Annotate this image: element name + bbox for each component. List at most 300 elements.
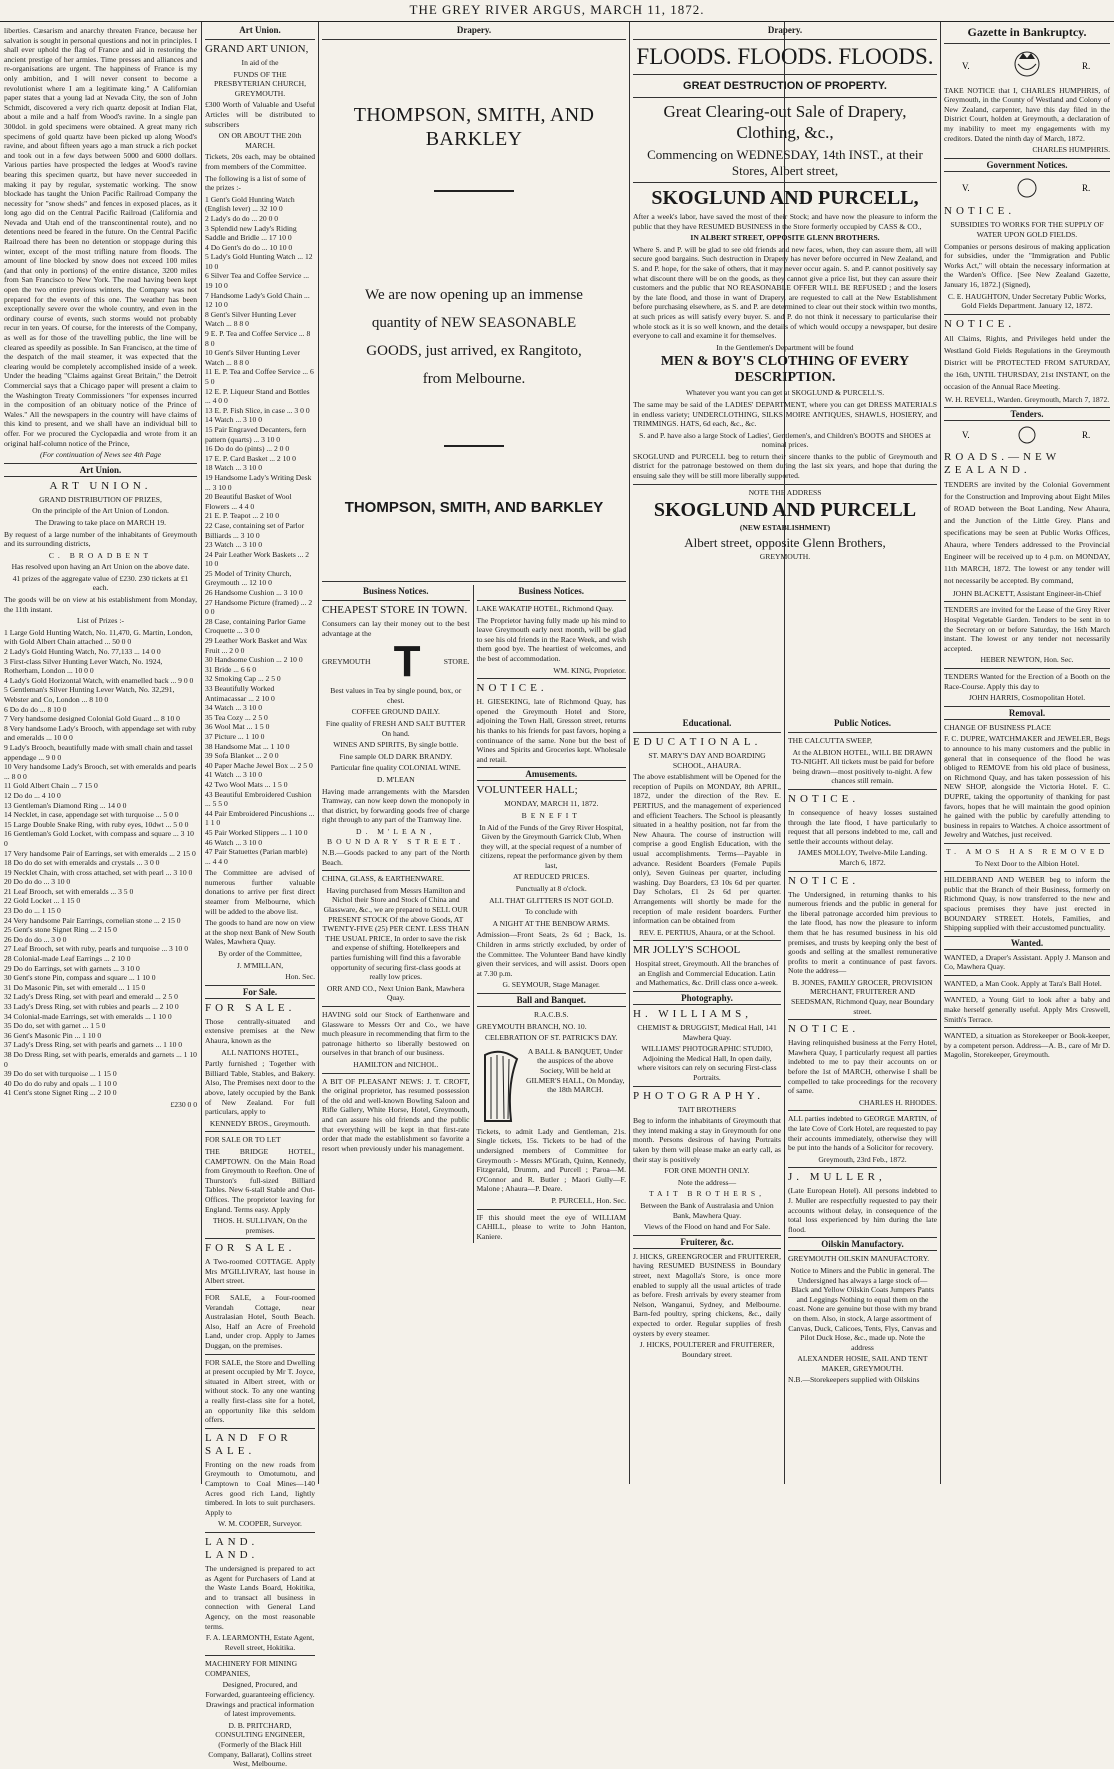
prize-item: 12 Do do ... 4 10 0	[4, 790, 61, 800]
ad-sign: F. A. LEARMONTH, Estate Agent, Revell street, Hokitika.	[205, 1633, 315, 1652]
ad-title: EDUCATIONAL.	[633, 736, 762, 748]
t-logo: T	[393, 637, 421, 687]
prize-item: 4 Do Gent's do do ... 10 10 0	[205, 242, 293, 252]
prize-item: 3 First-class Silver Hunting Lever Watch, No. 1924, Rotherham, London ... 10 0 0	[4, 656, 163, 676]
ad-text: CHEMIST & DRUGGIST, Medical Hall, 141 Mawhera Quay.	[637, 1023, 777, 1042]
ad-text: N.B.—Goods packed to any part of the North Beach.	[322, 848, 470, 867]
prize-item: 10 Very handsome Lady's Brooch, set with emeralds and pearls ... 8 0 0	[4, 762, 197, 781]
ad-text: Companies or persons desirous of making application for subsidies, under the "Immigration and Public Works Act," will obtain the necessary information at the Warden's Office. [See New Zealand Gazette, January 16, 1872.] (Signed),	[944, 241, 1110, 289]
ad-title: ART UNION.	[49, 479, 152, 492]
ad-text: MONDAY, MARCH 11, 1872.	[504, 799, 599, 809]
ad-text: BENEFIT	[521, 810, 581, 820]
column-rule	[318, 22, 319, 1484]
section-heading: Gazette in Bankruptcy.	[967, 25, 1087, 39]
prize-item: 12 E. P. Liqueur Stand and Bottles ... 4 0 0	[205, 386, 310, 406]
prize-item: 26 Do do do ... 3 0 0	[4, 934, 67, 944]
prize-item: 2 Lady's Gold Hunting Watch, No. 77,133 ... 14 0 0	[4, 647, 161, 657]
ad-text: Admission—Front Seats, 2s 6d ; Back, 1s. Children in arms strictly excluded, by order of the Committee. The Volunteer Band have kindly given their services, and will assist. Doors open at 7.30 p.m.	[476, 930, 626, 978]
ad-name: C. BROADBENT	[48, 550, 153, 560]
section-heading: Drapery.	[456, 25, 492, 35]
ad-sign: WM. KING, Proprietor.	[553, 665, 626, 675]
ad-headline: Commencing on WEDNESDAY, 14th INST., at their Stores, Albert street,	[647, 147, 923, 178]
ad-text: Tickets, 20s each, may be obtained from members of the Committee.	[205, 152, 315, 171]
section-heading: Ball and Banquet.	[477, 993, 627, 1007]
column-4-lower	[633, 717, 781, 1482]
masthead: THE GREY RIVER ARGUS, MARCH 11, 1872.	[409, 2, 705, 17]
ad-sign: D. B. PRITCHARD, CONSULTING ENGINEER, (Formerly of the Black Hill Company, Ballarat), Collins street West, Melbourne.	[208, 1720, 312, 1769]
ad-sign: W. H. REVELL, Warden. Greymouth, March 7, 1872.	[944, 394, 1110, 404]
prize-item: 5 Lady's Gold Hunting Watch ... 12 10 0	[205, 252, 313, 271]
prize-item: 20 Beautiful Basket of Wool Flowers ... 4 4 0	[205, 492, 292, 511]
ad-headline: GREAT DESTRUCTION OF PROPERTY.	[683, 80, 887, 92]
ad-title: LAND FOR SALE.	[205, 1431, 292, 1457]
prize-item: 6 Silver Tea and Coffee Service ... 19 10 0	[205, 271, 309, 291]
ad-text: Those centrally-situated and extensive premises at the New Ahaura, known as the	[205, 1016, 315, 1045]
ad-text: H. GIESEKING, late of Richmond Quay, has opened the Greymouth Hotel and Store, adjoining the Town Hall, Gresson street, returns his thanks to his friends for past favors, hoping a continuance of the same. None but the best of Wines and Spirits and Groceries kept. Wholesale and retail.	[476, 697, 626, 764]
prize-item: 36 Gent's Masonic Pin ... 1 10 0	[4, 1030, 102, 1040]
ad-sign: D. M'LEAN, BOUNDARY STREET.	[327, 826, 465, 846]
ad-title: PHOTOGRAPHY.	[633, 1089, 765, 1102]
ad-headline: MEN & BOY'S CLOTHING OF EVERY DESCRIPTION.	[660, 354, 910, 386]
prize-item: 28 Colonial-made Leaf Earrings ... 2 10 0	[4, 954, 131, 964]
ad-title: ROADS.—NEW ZEALAND.	[944, 450, 1060, 476]
prize-item: 17 E. P. Card Basket ... 2 10 0	[205, 453, 296, 463]
ad-headline: FLOODS. FLOODS. FLOODS.	[636, 44, 934, 69]
prize-item: 15 Pair Engraved Decanters, fern pattern (quarts) ... 3 10 0	[205, 424, 306, 444]
prize-item: 36 Wool Mat ... 1 5 0	[205, 722, 270, 732]
ad-text: IF this should meet the eye of WILLIAM CAHILL, please to write to John Hanton, Kaniere.	[476, 1212, 626, 1241]
ad-sign: HEBER NEWTON, Hon. Sec.	[980, 655, 1074, 665]
firm-name: SKOGLUND AND PURCELL	[653, 499, 917, 522]
ad-title: T. AMOS HAS REMOVED	[946, 846, 1108, 856]
ad-text: Whatever you want you can get at SKOGLUND & PURCELL'S.	[685, 388, 885, 398]
firm-name: THOMPSON, SMITH, AND BARKLEY	[353, 104, 595, 150]
ad-text: S. and P. have also a large Stock of Ladies', Gentlemen's, and Children's BOOTS and SHOES at nominal prices.	[639, 430, 931, 450]
ad-text: IN ALBERT STREET, OPPOSITE GLENN BROTHERS.	[690, 233, 880, 243]
ad-text: To conclude with	[524, 907, 578, 917]
ad-text: TENDERS are invited by the Colonial Government for the Construction and Improving about Eight Miles of ROAD between the Boat Landing, New Ahaura, and the Junction of the Little Grey. Plans and specifications may be seen at Public Works Offices, Ahaura, where Tenders addressed to the Provincial Engineer will be received up to 4 p.m. on MONDAY, 11th MARCH, 1872. The lowest or any tender will not necessarily be accepted. By command,	[944, 479, 1110, 585]
ornament-rule	[434, 186, 514, 196]
prize-list-heading: List of Prizes :-	[76, 616, 125, 626]
continuation-note: (For continuation of News see 4th Page	[39, 450, 162, 460]
ad-title: GRAND ART UNION,	[205, 43, 309, 55]
prize-item: 20 Do do do ... 3 10 0	[4, 877, 71, 887]
prize-item: 35 Do do, set with garnet ... 1 5 0	[4, 1021, 106, 1031]
ad-text: The above establishment will be Opened for the reception of Pupils on MONDAY, 8th APRIL, 1872, under the direction of the Rev. E. PERTIUS, and the management of experienced and efficient Teachers. The School is pleasantly situated in a healthy position, not far from the New Ahaura. The course of instruction will comprise a good English Education, with the usual accomplishments. Terms—Payable in advance. Resident Boarders (Female Pupils only), Seven Guineas per quarter, including washing. Day Boarders, £3 10s 6d per quarter. Day Scholars, £1 2s 6d per quarter. Arrangements will shortly be made for the reception of male resident boarders. Further information can be obtained from	[633, 772, 781, 926]
prize-item: 23 Watch ... 3 10 0	[205, 540, 263, 550]
prize-item: 3 Splendid new Lady's Riding Saddle and Bridle ... 17 10 0	[205, 223, 297, 243]
prize-item: 1 Gent's Gold Hunting Watch (English lever) ... 32 10 0	[205, 194, 295, 214]
section-heading: Fruiterer, &c.	[633, 1235, 781, 1249]
ad-text: The goods to hand are now on view at the shop next Bank of New South Wales, Mawhera Quay.	[205, 918, 315, 947]
ad-headline: Great Clearing-out Sale of Drapery, Clothing, &c.,	[663, 102, 907, 142]
ad-text: Hospital street, Greymouth. All the branches of an English and Commercial Education. Latin and Mathematics, &c. Drill class once a-week.	[635, 959, 779, 988]
ad-title: CHEAPEST STORE IN TOWN.	[322, 604, 468, 616]
announcement: We are now opening up an immense quantity of NEW SEASONABLE GOODS, just arrived, ex Rangitoto, from Melbourne.	[365, 287, 583, 387]
ad-text: FOR ONE MONTH ONLY.	[664, 1166, 750, 1176]
prize-item: 19 Necklet Chain, with cross attached, set with pearl ... 3 10 0	[4, 867, 193, 877]
ad-text: Having relinquished business at the Ferry Hotel, Mawhera Quay, I particularly request all parties indebted to me to pay their accounts on or before the 1st of MARCH, otherwise I shall be compelled to take proceedings for the recovery of same.	[788, 1038, 937, 1096]
svg-text:V.: V.	[962, 61, 970, 71]
ad-title: FOR SALE.	[205, 1001, 296, 1014]
ad-text: A Two-roomed COTTAGE. Apply Mrs M'GILLIVRAY, last house in Albert street.	[205, 1257, 315, 1286]
prize-item: 46 Watch ... 3 10 0	[205, 837, 263, 847]
ad-text: AT REDUCED PRICES.	[513, 872, 590, 882]
section-heading: Drapery.	[767, 25, 803, 35]
prize-item: 14 Necklet, in case, appendage set with turquoise ... 5 0 0	[4, 810, 179, 820]
ad-sign: B. JONES, FAMILY GROCER, PROVISION MERCHANT, FRUITERER AND SEEDSMAN, Richmond Quay, near Boundary street.	[791, 977, 934, 1016]
ad-text: To Next Door to the Albion Hotel.	[974, 858, 1080, 868]
ad-sign: THOS. H. SULLIVAN, On the premises.	[212, 1216, 308, 1235]
svg-text:R.: R.	[1082, 430, 1091, 441]
column-3	[322, 24, 626, 1482]
news-article: liberties. Cæsarism and anarchy threaten France, because her salvation is sought in personal questions and not in principles. I shall ever uphold the flag of France and aid in restoring the ancient prestige of her armies. Time presses and alliances and re-organisations are urgent. The happiness of France is my only ambition, and I will never consent to become a revolutionist where I am a legitimate king." A Californian paper states that a young lad at Nevada City, the son of John Schmidt, discovered a very rich quartz deposit at Indian Flat, about a mile and a half from Wood's ravine. In a single pan 300dol. in gold specimens were obtained. A great many rich specimens of gold quartz have been picked up along Wood's ravine, and about fifteen years ago a man struck a rich pocket and took out in a few days between 5000 and 6000 dollars. Various parties have prospected the ledges at Wood's ravine bearing this specimen quartz, but have never succeeded in making it pay by regular, systematic working. The snow blockade has taught the Union Pacific Railroad Company the necessity for "snow sheds" and fences in exposed places, as it long ago did on the Central Pacific Railroad (California and Nevada and Utah end of the transcontinental route), and no detentions need be feared in the future. On the Central Pacific Railroad there has been no detention or stoppage during this winter, except of the most trifling nature from floods. The amount of line blocked by snow does not exceed 100 miles (and that only in portions) of the entire distance, 3200 miles from San Francisco to New York. The road having been kept open the two entire previous winters, the Company was not prepared for the events of this one. The weather has been exceptionally severe over the whole country, and even in the ordinary course of events, such storms would not probably recur in ten years. Of course, for the interests of the Company, as well as for those of the travelling public, the line will be cleared as speedily as possible. In San Francisco, at the time of the despatch of the mail steamer, it was expected that the clearing would be completely accomplished inside of a week. Under the heading "Claims against Great Britain," the Detroit Commercial says that a Chicago paper will present a claim to the Washington Treaty Commissioners "for expenses incurred in the composition of an obituary notice of the Prince of Wales." All the newspapers in the country will have claims of this kind to present, and we shall have an individual bill to offer. For we procured the Cyclopædia and wrote from it an original half-column notice of the Prince,	[4, 26, 197, 448]
ad-sign: JOHN BLACKETT, Assistant Engineer-in-Chief	[952, 588, 1102, 598]
prize-item: 23 Do do ... 1 15 0	[4, 906, 61, 916]
prize-item: 37 Lady's Dress Ring, set with pearls and garnets ... 1 10 0	[4, 1040, 183, 1050]
ad-title: NOTICE.	[788, 874, 860, 887]
prize-item: 39 Sofa Blanket ... 2 0 0	[205, 751, 279, 761]
section-heading: Oilskin Manufactory.	[788, 1237, 937, 1251]
prize-item: 18 Watch ... 3 10 0	[205, 463, 263, 473]
ad-sign: JOHN HARRIS, Cosmopolitan Hotel.	[968, 693, 1086, 703]
prize-item: 29 Leather Work Basket and Wax Fruit ... 2 0 0	[205, 636, 308, 655]
prize-item: 34 Colonial-made Earrings, set with emeralds ... 1 10 0	[4, 1011, 172, 1021]
prize-item: 9 Lady's Brooch, beautifully made with small chain and tassel appendage ... 9 0 0	[4, 742, 193, 762]
firm-name: THOMPSON, SMITH, AND BARKLEY	[344, 499, 604, 516]
section-heading: Amusements.	[477, 767, 627, 781]
prize-item: 42 Two Wool Mats ... 1 5 0	[205, 779, 288, 789]
ad-sign: CHARLES H. RHODES.	[858, 1097, 937, 1107]
ad-text: After a week's labor, have saved the most of their Stock; and have now the pleasure to inform the public that they have RESUMED BUSINESS in the Store formerly occupied by CASS & CO.,	[633, 212, 937, 231]
prize-item: 5 Gentleman's Silver Hunting Lever Watch, No. 32,291, Webster and Co, London ... 8 10 0	[4, 685, 175, 704]
ad-text: CELEBRATION OF ST. PATRICK'S DAY.	[484, 1033, 618, 1043]
prize-item: 6 Do do do ... 8 10 0	[4, 704, 67, 714]
section-heading: Government Notices.	[944, 158, 1110, 172]
ad-text: Best values in Tea by single pound, box, or chest.	[330, 686, 462, 705]
ad-text: COFFEE GROUND DAILY.	[351, 707, 440, 717]
firm-name: SKOGLUND AND PURCELL,	[651, 187, 919, 209]
ad-title: MACHINERY FOR MINING COMPANIES,	[205, 1659, 298, 1678]
ad-sign: REV. E. PERTIUS, Ahaura, or at the School.	[638, 927, 776, 937]
prize-item: 22 Gold Locket ... 1 15 0	[4, 896, 81, 906]
prize-item: 30 Gent's stone Pin, compass and square ... 1 10 0	[4, 973, 156, 983]
prize-item: 25 Gent's stone Signet Ring ... 2 15 0	[4, 925, 117, 935]
prize-list	[4, 628, 197, 1098]
prize-item: 43 Beautiful Embroidered Cushion ... 5 5 0	[205, 789, 312, 809]
prize-item: 25 Model of Trinity Church, Greymouth ... 12 10 0	[205, 568, 292, 588]
column-6	[944, 24, 1110, 1482]
prize-item: 8 Gent's Silver Hunting Lever Watch ... 8 8 0	[205, 309, 297, 329]
prize-item: 21 E. P. Teapot ... 2 10 0	[205, 511, 279, 521]
ad-text: Beg to inform the inhabitants of Greymouth that they intend making a stay in Greymouth for one month. Persons desirous of having Portraits taken by them will please make an early call, as their stay is positively	[633, 1116, 781, 1164]
ad-text: WANTED, a Young Girl to look after a baby and make herself generally useful. Apply Mrs Creswell, Smith's Terrace.	[944, 995, 1110, 1024]
prize-total: £230 0 0	[170, 1099, 197, 1109]
prize-item: 28 Case, containing Parlor Game Croquette ... 3 0 0	[205, 616, 306, 636]
ad-subtitle: GRAND DISTRIBUTION OF PRIZES,	[39, 494, 162, 504]
ad-title: NOTICE.	[788, 792, 860, 805]
section-heading: Business Notices.	[362, 586, 429, 596]
ad-text: FUNDS OF THE PRESBYTERIAN CHURCH, GREYMOUTH.	[214, 69, 306, 98]
ad-text: Where S. and P. will be glad to see old friends and new faces, when, they can assure them, all will secure good bargains. Such destruction in Drapery has never before occurred in New Zealand, and S. and P. hope, for the sake of others, that it may never occur again. S. and P. cannot positively say what discount there will be on the goods, as they cannot give a price list, but they can assure their customers and the public that NO REASONABLE OFFER WILL BE REFUSED ; and the losers by the late flood, and those in want of Drapery, are requested to call at the New Establishment before purchasing elsewhere, as S. and P. are determined to clear out their stock within two months, at such prices as will satisfy every buyer. S. and P. do not think it necessary to particularise their whole stock as it is so well known, and the details of which would occupy a newspaper, but desire everyone to call and examine it for themselves.	[633, 244, 937, 341]
prize-item: 31 Bride ... 6 6 0	[205, 664, 257, 674]
ad-text: FOR SALE, a Four-roomed Verandah Cottage, near Australasian Hotel, South Beach. Also, Half an Acre of Freehold Land, under crop. Apply to James Duggan, on the premises.	[205, 1293, 315, 1351]
ad-title: LAKE WAKATIP HOTEL, Richmond Quay.	[476, 604, 614, 613]
ad-text: SUBSIDIES TO WORKS FOR THE SUPPLY OF WATER UPON GOLD FIELDS.	[950, 220, 1104, 239]
ad-title: LAND. LAND.	[205, 1535, 259, 1561]
prize-item: 40 Do do do ruby and opals ... 1 10 0	[4, 1078, 117, 1088]
section-heading: Business Notices.	[518, 586, 584, 596]
ad-text: ST. MARY'S DAY AND BOARDING SCHOOL, AHAURA.	[648, 751, 766, 770]
prize-item: 2 Lady's do do ... 20 0 0	[205, 213, 279, 223]
ad-title: MR JOLLY'S SCHOOL	[633, 944, 741, 957]
ad-text: Views of the Flood on hand and For Sale.	[643, 1222, 771, 1232]
ad-text: Has resolved upon having an Art Union on the above date.	[11, 562, 190, 572]
royal-crest-icon	[944, 424, 1110, 446]
ad-text: The Committee are advised of numerous further valuable donations to arrive per first direct steamer from Melbourne, which will be added to the above list.	[205, 868, 315, 916]
ad-text: (NEW ESTABLISHMENT)	[739, 523, 831, 533]
prize-item: 11 Gold Albert Chain ... 7 15 0	[4, 781, 98, 791]
prize-item: 24 Very handsome Pair Earrings, cornelian stone ... 2 15 0	[4, 915, 181, 925]
ad-text: £300 Worth of Valuable and Useful Articles will be distributed to subscribers	[205, 100, 315, 129]
ad-text: The following is a list of some of the prizes :-	[205, 173, 307, 193]
ad-text: By request of a large number of the inhabitants of Greymouth and its surrounding districts,	[4, 529, 197, 549]
ad-title: THE CALCUTTA SWEEP,	[788, 736, 872, 745]
prize-item: 38 Handsome Mat ... 1 10 0	[205, 741, 290, 751]
ad-text: (Late European Hotel). All persons indebted to J. Muller are respectfully requested to pay their accounts without delay, in consequence of the total loss experienced by him during the late flood.	[788, 1186, 937, 1234]
ad-text: NOTE THE ADDRESS	[748, 487, 822, 497]
prize-item: 44 Pair Embroidered Pincushions ... 1 1 0	[205, 808, 315, 828]
ad-text: SKOGLUND and PURCELL beg to return their sincere thanks to the public of Greymouth and district for the patronage bestowed on them during the last six years, and hope that during the ensuing sale they will be still more liberally supported.	[633, 451, 937, 481]
ad-text: Greymouth, 23rd Feb., 1872.	[818, 1154, 907, 1164]
ad-text: WANTED, a Man Cook. Apply at Tara's Ball Hotel.	[944, 978, 1102, 988]
section-heading: Removal.	[944, 706, 1110, 720]
ad-text: FOR SALE, the Store and Dwelling at present occupied by Mr T. Joyce, situated in Albert street, with or without stock. To any one wanting a really first-class site for a hotel, an opportunity like this seldom offers.	[205, 1357, 315, 1425]
ad-text: The same may be said of the LADIES' DEPARTMENT, where you can get DRESS MATERIALS in endless variety; UNDERCLOTHING, SILKS MOIRE ANTIQUES, SHAWLS, HOSIERY, and TRIMMINGS. HATS, 6d each, &c., &c.	[633, 399, 937, 429]
prize-item: 7 Handsome Lady's Gold Chain ... 12 10 0	[205, 290, 310, 310]
ad-title: NOTICE.	[944, 205, 1016, 218]
prize-item: 41 Watch ... 3 10 0	[205, 770, 263, 780]
prize-item: 31 Do Masonic Pin, set with emerald ... 1 15 0	[4, 982, 146, 992]
column-5	[788, 717, 937, 1482]
prize-item: 7 Very handsome designed Colonial Gold Guard ... 8 10 0	[4, 714, 180, 724]
column-1	[4, 24, 197, 1482]
prize-item: 14 Watch ... 3 10 0	[205, 415, 263, 425]
section-heading: Wanted.	[944, 936, 1110, 950]
prize-item: 10 Gent's Silver Hunting Lever Watch ... 8 8 0	[205, 348, 301, 367]
ad-text: Particular fine quality COLONIAL WINE.	[330, 763, 461, 773]
ad-title: J. MULLER,	[788, 1171, 886, 1184]
prize-item: 30 Handsome Cushion ... 2 10 0	[205, 655, 303, 665]
ad-sign: W. M. COOPER, Surveyor.	[218, 1519, 302, 1529]
ad-text: Fine sample OLD DARK BRANDY.	[339, 751, 453, 761]
prize-item: 17 Very handsome Pair of Earrings, set with emeralds ... 2 15 0	[4, 848, 196, 858]
ad-text: Notice to Miners and the Public in general. The Undersigned has always a large stock of— Black and Yellow Oilskin Coats Jumpers Pants and Leggings Nothing to equal them on the coast. None are genuine but those with my brand on them. Also, in stock, A large assortment of Canvas, Duck, Calicoes, Tents, Flys, Canvas and Pilot Duck Hose, &c., made up. Note the address	[788, 1265, 937, 1352]
ad-text: TENDERS are invited for the Lease of the Grey River Hospital Vegetable Garden. Tenders to be sent in to the Secretary on or before Saturday, the 16th March instant. The lowest or any tender not necessarily accepted.	[944, 605, 1110, 653]
prize-item: 40 Paper Mache Jewel Box ... 2 5 0	[205, 760, 313, 770]
prize-item: 18 Do do do set with emeralds and crystals ... 3 0 0	[4, 858, 160, 868]
ad-text: The undersigned is prepared to act as Agent for Purchasers of Land at the Waste Lands Board, Hokitika, and to transact all business in connection with General Land Agency, on the most reasonable terms.	[205, 1563, 315, 1631]
ad-sign: G. SEYMOUR, Stage Manager.	[502, 980, 600, 990]
masthead-rule	[0, 21, 1114, 22]
ad-sign: P. PURCELL, Hon. Sec.	[551, 1195, 626, 1205]
ad-sign: HAMILTON and NICHOL.	[353, 1059, 439, 1069]
ad-sign: D. M'LEAN	[376, 774, 415, 784]
column-rule	[940, 22, 941, 1484]
ad-text: THE BRIDGE HOTEL, CAMPTOWN. On the Main Road from Greymouth to Reefton. One of Thurston's full-sized Billiard Tables. New 6-stall Stable and Out-Offices. The proprietor leaving for England. Terms easy. Apply	[205, 1146, 315, 1214]
ad-title: FOR SALE OR TO LET	[205, 1135, 281, 1145]
section-heading: Tenders.	[944, 407, 1110, 421]
ornament-rule	[444, 442, 504, 450]
ad-title: NOTICE.	[944, 317, 1016, 330]
ad-text: ON OR ABOUT THE 20th MARCH.	[218, 131, 302, 150]
ad-text: Consumers can lay their money out to the best advantage at the	[322, 619, 470, 638]
prize-list	[205, 195, 315, 867]
ad-text: Having purchased from Messrs Hamilton and Nichol their Store and Stock of China and Glassware, &c., we are prepared to SELL OUR PRESENT STOCK Of the above Goods, AT TWENTY-FIVE (25) PER CENT. LESS THAN THE USUAL PRICE, In order to save the risk and expense of shifting. Hotelkeepers and parties furnishing will find this a favorable opportunity of securing first-class goods at really low prices.	[322, 885, 470, 982]
column-rule	[629, 22, 630, 1484]
ad-sign: CHARLES HUMPHRIS.	[1032, 145, 1110, 155]
ad-text: J. HICKS, GREENGROCER and FRUITERER, having RESUMED BUSINESS in Boundary street, next Magolla's Store, is once more enabled to supply all the usual articles of trade as before. Fresh arrivals by every steamer from Nelson, Wanganui, Sydney, and Melbourne. Barn-fed poultry, spring chickens, &c., daily expected to order. Regular supplies of fresh oysters by every steamer.	[633, 1251, 781, 1338]
ad-sign: J. M'MILLAN,	[236, 960, 284, 970]
prize-item: 8 Very handsome Lady's Brooch, with appendage set with ruby and emeralds ... 10 0 0	[4, 723, 196, 743]
ad-text: TAIT BROTHERS	[677, 1104, 737, 1114]
ad-text: F. C. DUPRE, WATCHMAKER and JEWELER, Begs to announce to his many customers and the public in general that in consequence of the flood he was obliged to REMOVE from his old place of business, on Richmond Quay, and has taken possession of his NEW SHOP, alongside the Victoria Hotel. F. C. DUPRE, taking the opportunity of thanking for past favors, hopes that he will maintain the good opinion he gained with the public by carefully attending to business in repairs to Watches. A choice assortment of Jewelry and Watches, just received.	[944, 734, 1110, 840]
prize-item: 16 Do do do (pints) ... 2 0 0	[205, 444, 290, 454]
prize-item: 27 Handsome Picture (framed) ... 2 0 0	[205, 597, 313, 617]
ad-text: STORE.	[443, 657, 470, 667]
ad-text: ALL THAT GLITTERS IS NOT GOLD.	[489, 895, 614, 905]
section-heading: For Sale.	[205, 985, 315, 999]
ad-text: A NIGHT AT THE BENBOW ARMS.	[492, 918, 610, 928]
prize-item: 45 Pair Worked Slippers ... 1 10 0	[205, 827, 308, 837]
ad-text: WINES AND SPIRITS, By single bottle.	[333, 740, 459, 750]
ad-title: GREYMOUTH BRANCH, NO. 10.	[476, 1021, 587, 1031]
ad-title: FOR SALE.	[205, 1242, 296, 1255]
prize-item: 35 Tea Cozy ... 2 5 0	[205, 712, 268, 722]
ad-text: In aid of the	[241, 58, 279, 67]
prize-item: 32 Lady's Dress Ring, set with pearl and emerald ... 2 5 0	[4, 992, 178, 1002]
svg-text:R.: R.	[1082, 182, 1091, 193]
prize-item: 16 Gentleman's Gold Locket, with compass and square ... 3 10 0	[4, 829, 194, 848]
ad-text: Fronting on the new roads from Greymouth to Omotumotu, and Camptown to Coal Mines—140 Acres good rich Land, lightly timbered. In lots to suit purchasers. Apply to	[205, 1459, 315, 1517]
ad-text: A BALL & BANQUET, Under the auspices of the above Society, Will be held at GILMER'S HALL, On Monday, the 18th MARCH.	[525, 1046, 625, 1095]
prize-item: 32 Smoking Cap ... 2 5 0	[205, 674, 281, 684]
ad-text: TENDERS Wanted for the Erection of a Booth on the Race-Course. Apply this day to	[944, 672, 1110, 691]
ad-text: By order of the Committee,	[218, 949, 302, 959]
ad-text: In Aid of the Funds of the Grey River Hospital, Given by the Greymouth Garrick Club, When they will, at the special request of a number of citizens, repeat the performance given by them last,	[479, 822, 624, 870]
section-heading: Photography.	[633, 991, 781, 1005]
section-heading: Art Union.	[4, 463, 197, 477]
section-heading: Educational.	[682, 718, 732, 728]
ad-sign: ALEXANDER HOSIE, SAIL AND TENT MAKER, GREYMOUTH.	[797, 1354, 928, 1373]
svg-text:V.: V.	[962, 430, 970, 441]
ad-text: Punctually at 8 o'clock.	[515, 884, 587, 894]
prize-item: 33 Lady's Dress Ring, set with rubies and pearls ... 2 10 0	[4, 1002, 179, 1011]
ad-text: TAKE NOTICE that I, CHARLES HUMPHRIS, of Greymouth, in the County of Westland and Colony of New Zealand, carpenter, have this day filed in the District Court, holden at Greymouth, a declaration of my inability to meet my engagements with my creditors. Dated the ninth day of March, 1872.	[944, 85, 1110, 143]
ad-text: WANTED, a Draper's Assistant. Apply J. Manson and Co, Mawhera Quay.	[944, 952, 1110, 972]
prize-item: 19 Handsome Lady's Writing Desk ... 3 10 0	[205, 472, 312, 492]
prize-item: 15 Large Double Snake Ring, with ruby eyes, 10dwt ... 5 0 0	[4, 819, 189, 829]
prize-item: 47 Pair Statuettes (Parian marble) ... 4 4 0	[205, 847, 308, 866]
ad-text: GREYMOUTH	[322, 657, 371, 667]
section-heading: Public Notices.	[834, 718, 891, 728]
ad-headline: Albert street, opposite Glenn Brothers,	[684, 534, 886, 550]
column-rule	[201, 22, 202, 1484]
ad-title: ALL NATIONS HOTEL,	[221, 1047, 299, 1057]
prize-item: 29 Do do Earrings, set with garnets ... 3 10 0	[4, 963, 140, 973]
prize-item: 21 Leaf Brooch, set with emeralds ... 3 5 0	[4, 886, 134, 896]
prize-item: 39 Do do set with turquoise ... 1 15 0	[4, 1069, 117, 1079]
ad-text: The Undersigned, in returning thanks to his numerous friends and the public in general for the liberal patronage accorded him previous to the late flood, has now the pleasure to inform them that he has resumed business in his old premises, and trusts by keeping only the best of goods and selling at the smallest remunerative profits to merit a continuance of past favors. Note the address—	[788, 889, 937, 976]
prize-item: 38 Do Dress Ring, set with pearls, emeralds and garnets ... 1 10 0	[4, 1049, 197, 1069]
ad-text: Having made arrangements with the Marsden Tramway, can now keep down the monopoly in that district, by forwarding goods free of charge right through to any part of the Tramway line.	[322, 786, 470, 825]
ad-title: H. WILLIAMS,	[633, 1008, 752, 1021]
ad-title: CHINA, GLASS, & EARTHENWARE.	[322, 874, 444, 884]
ad-text: At the ALBION HOTEL, WILL BE DRAWN TO-NIGHT. All tickets must be paid for before being drawn—most positively to-night. A few chances still remain.	[790, 747, 935, 786]
svg-text:V.: V.	[962, 182, 970, 193]
royal-crest-icon	[944, 175, 1110, 201]
prize-item: 9 E. P. Tea and Coffee Service ... 8 8 0	[205, 329, 311, 348]
column-2	[205, 24, 315, 1769]
prize-item: 24 Pair Leather Work Baskets ... 2 10 0	[205, 549, 310, 569]
prize-item: 13 E. P. Fish Slice, in case ... 3 0 0	[205, 405, 310, 415]
ad-text: ALL parties indebted to GEORGE MARTIN, of the late Cove of Cork Hotel, are requested to pay their accounts immediately, otherwise they will be put into the hands of a Solicitor for recovery.	[788, 1114, 937, 1153]
ad-sign: KENNEDY BROS., Greymouth.	[209, 1118, 311, 1128]
ad-text: The Drawing to take place on MARCH 19.	[34, 517, 167, 527]
prize-item: 4 Lady's Gold Horizontal Watch, with enamelled back ... 9 0 0	[4, 675, 194, 685]
ad-text: Fine quality of FRESH AND SALT BUTTER On hand.	[325, 718, 466, 738]
ad-text: Between the Bank of Australasia and Union Bank, Mawhera Quay.	[640, 1200, 774, 1220]
ad-text: 41 prizes of the aggregate value of £230. 230 tickets at £1 each.	[12, 573, 189, 593]
svg-text:R.: R.	[1082, 61, 1091, 71]
section-heading: Art Union.	[239, 25, 281, 35]
ad-text: Partly furnished ; Together with Billiard Table, Stables, and Bakery. Also, The Premises next door to the above, lately occupied by the Bank of New Zealand. For full particulars, apply to	[205, 1059, 315, 1117]
ad-text: GREYMOUTH.	[759, 551, 811, 561]
ad-text: TAIT BROTHERS,	[648, 1189, 765, 1199]
ad-text: Note the address—	[677, 1177, 737, 1187]
ad-text: In the Gentlemen's Department will be found	[716, 342, 854, 352]
prize-item: 34 Watch ... 3 10 0	[205, 703, 263, 713]
prize-item: 37 Picture ... 1 10 0	[205, 731, 265, 741]
ad-text: In consequence of heavy losses sustained through the late flood, I have particularly to request that all persons indebted to me, call and settle their accounts without delay.	[788, 807, 937, 846]
ad-text: WILLIAMS' PHOTOGRAPHIC STUDIO, Adjoining the Medical Hall, In open daily, where visitors can rely on securing First-class Portraits.	[637, 1044, 777, 1083]
ad-sign: J. HICKS, POULTERER and FRUITERER, Boundary street.	[639, 1340, 775, 1359]
prize-item: 33 Beautifully Worked Antimacassar ... 2 10 0	[205, 684, 275, 703]
ad-text: The Proprietor having fully made up his mind to leave Greymouth early next month, will be glad to see his old friends in the Race Week, and wish them good bye. The heartiest of welcomes, and the best of accommodation.	[476, 615, 626, 663]
harp-icon	[477, 1045, 525, 1125]
prize-item: 11 E. P. Tea and Coffee Service ... 6 5 0	[205, 367, 314, 386]
ad-title: GREYMOUTH OILSKIN MANUFACTORY.	[788, 1254, 930, 1264]
ad-title: VOLUNTEER HALL;	[476, 784, 578, 797]
ad-text: R.A.C.B.S.	[534, 1010, 569, 1019]
ad-text: HAVING sold our Stock of Earthenware and Glassware to Messrs Orr and Co., we have much pleasure in recommending that firm to the patronage hitherto so liberally bestowed on ourselves in that branch of our business.	[322, 1010, 470, 1058]
ad-text: A BIT OF PLEASANT NEWS: J. T. CROFT, the original proprietor, has resumed possession of the old and well-known Bowling Saloon and Rifle Gallery, White Horse, Hotel, Greymouth, and can assure his old friends and the public that everything will be kept in that first-rate order that made the establishment so favorite a resort when previously under his management.	[322, 1076, 470, 1153]
ad-text: Designed, Procured, and Forwarded, guaranteeing efficiency. Drawings and practical information of latest improvements.	[205, 1680, 315, 1719]
ad-title: NOTICE.	[476, 682, 548, 695]
ad-sign: ORR AND CO., Next Union Bank, Mawhera Quay.	[326, 983, 465, 1003]
ad-title: CHANGE OF BUSINESS PLACE	[944, 722, 1051, 732]
ad-text: All Claims, Rights, and Privileges held under the Westland Gold Fields Regulations in the Greymouth District will be PROTECTED FROM SATURDAY, the 16th, UNTIL THURSDAY, 21st INSTANT, on the occasion of the Annual Race Meeting.	[944, 333, 1110, 391]
prize-item: 26 Handsome Cushion ... 3 10 0	[205, 588, 303, 598]
prize-item: 27 Leaf Brooch, set with ruby, pearls and turquoise ... 3 10 0	[4, 944, 189, 954]
prize-item: 41 Cent's stone Signet Ring ... 2 10 0	[4, 1088, 117, 1098]
ad-text: N.B.—Storekeepers supplied with Oilskins	[788, 1375, 920, 1385]
prize-item: 13 Gentleman's Diamond Ring ... 14 0 0	[4, 800, 127, 810]
ad-sign-role: Hon. Sec.	[285, 972, 315, 982]
ad-text: On the principle of the Art Union of London.	[32, 506, 169, 516]
ad-text: The goods will be on view at his establishment from Monday, the 11th instant.	[4, 595, 197, 614]
ad-sign: C. E. HAUGHTON, Under Secretary Public Works, Gold Fields Department. January 12, 1872.	[947, 291, 1107, 311]
